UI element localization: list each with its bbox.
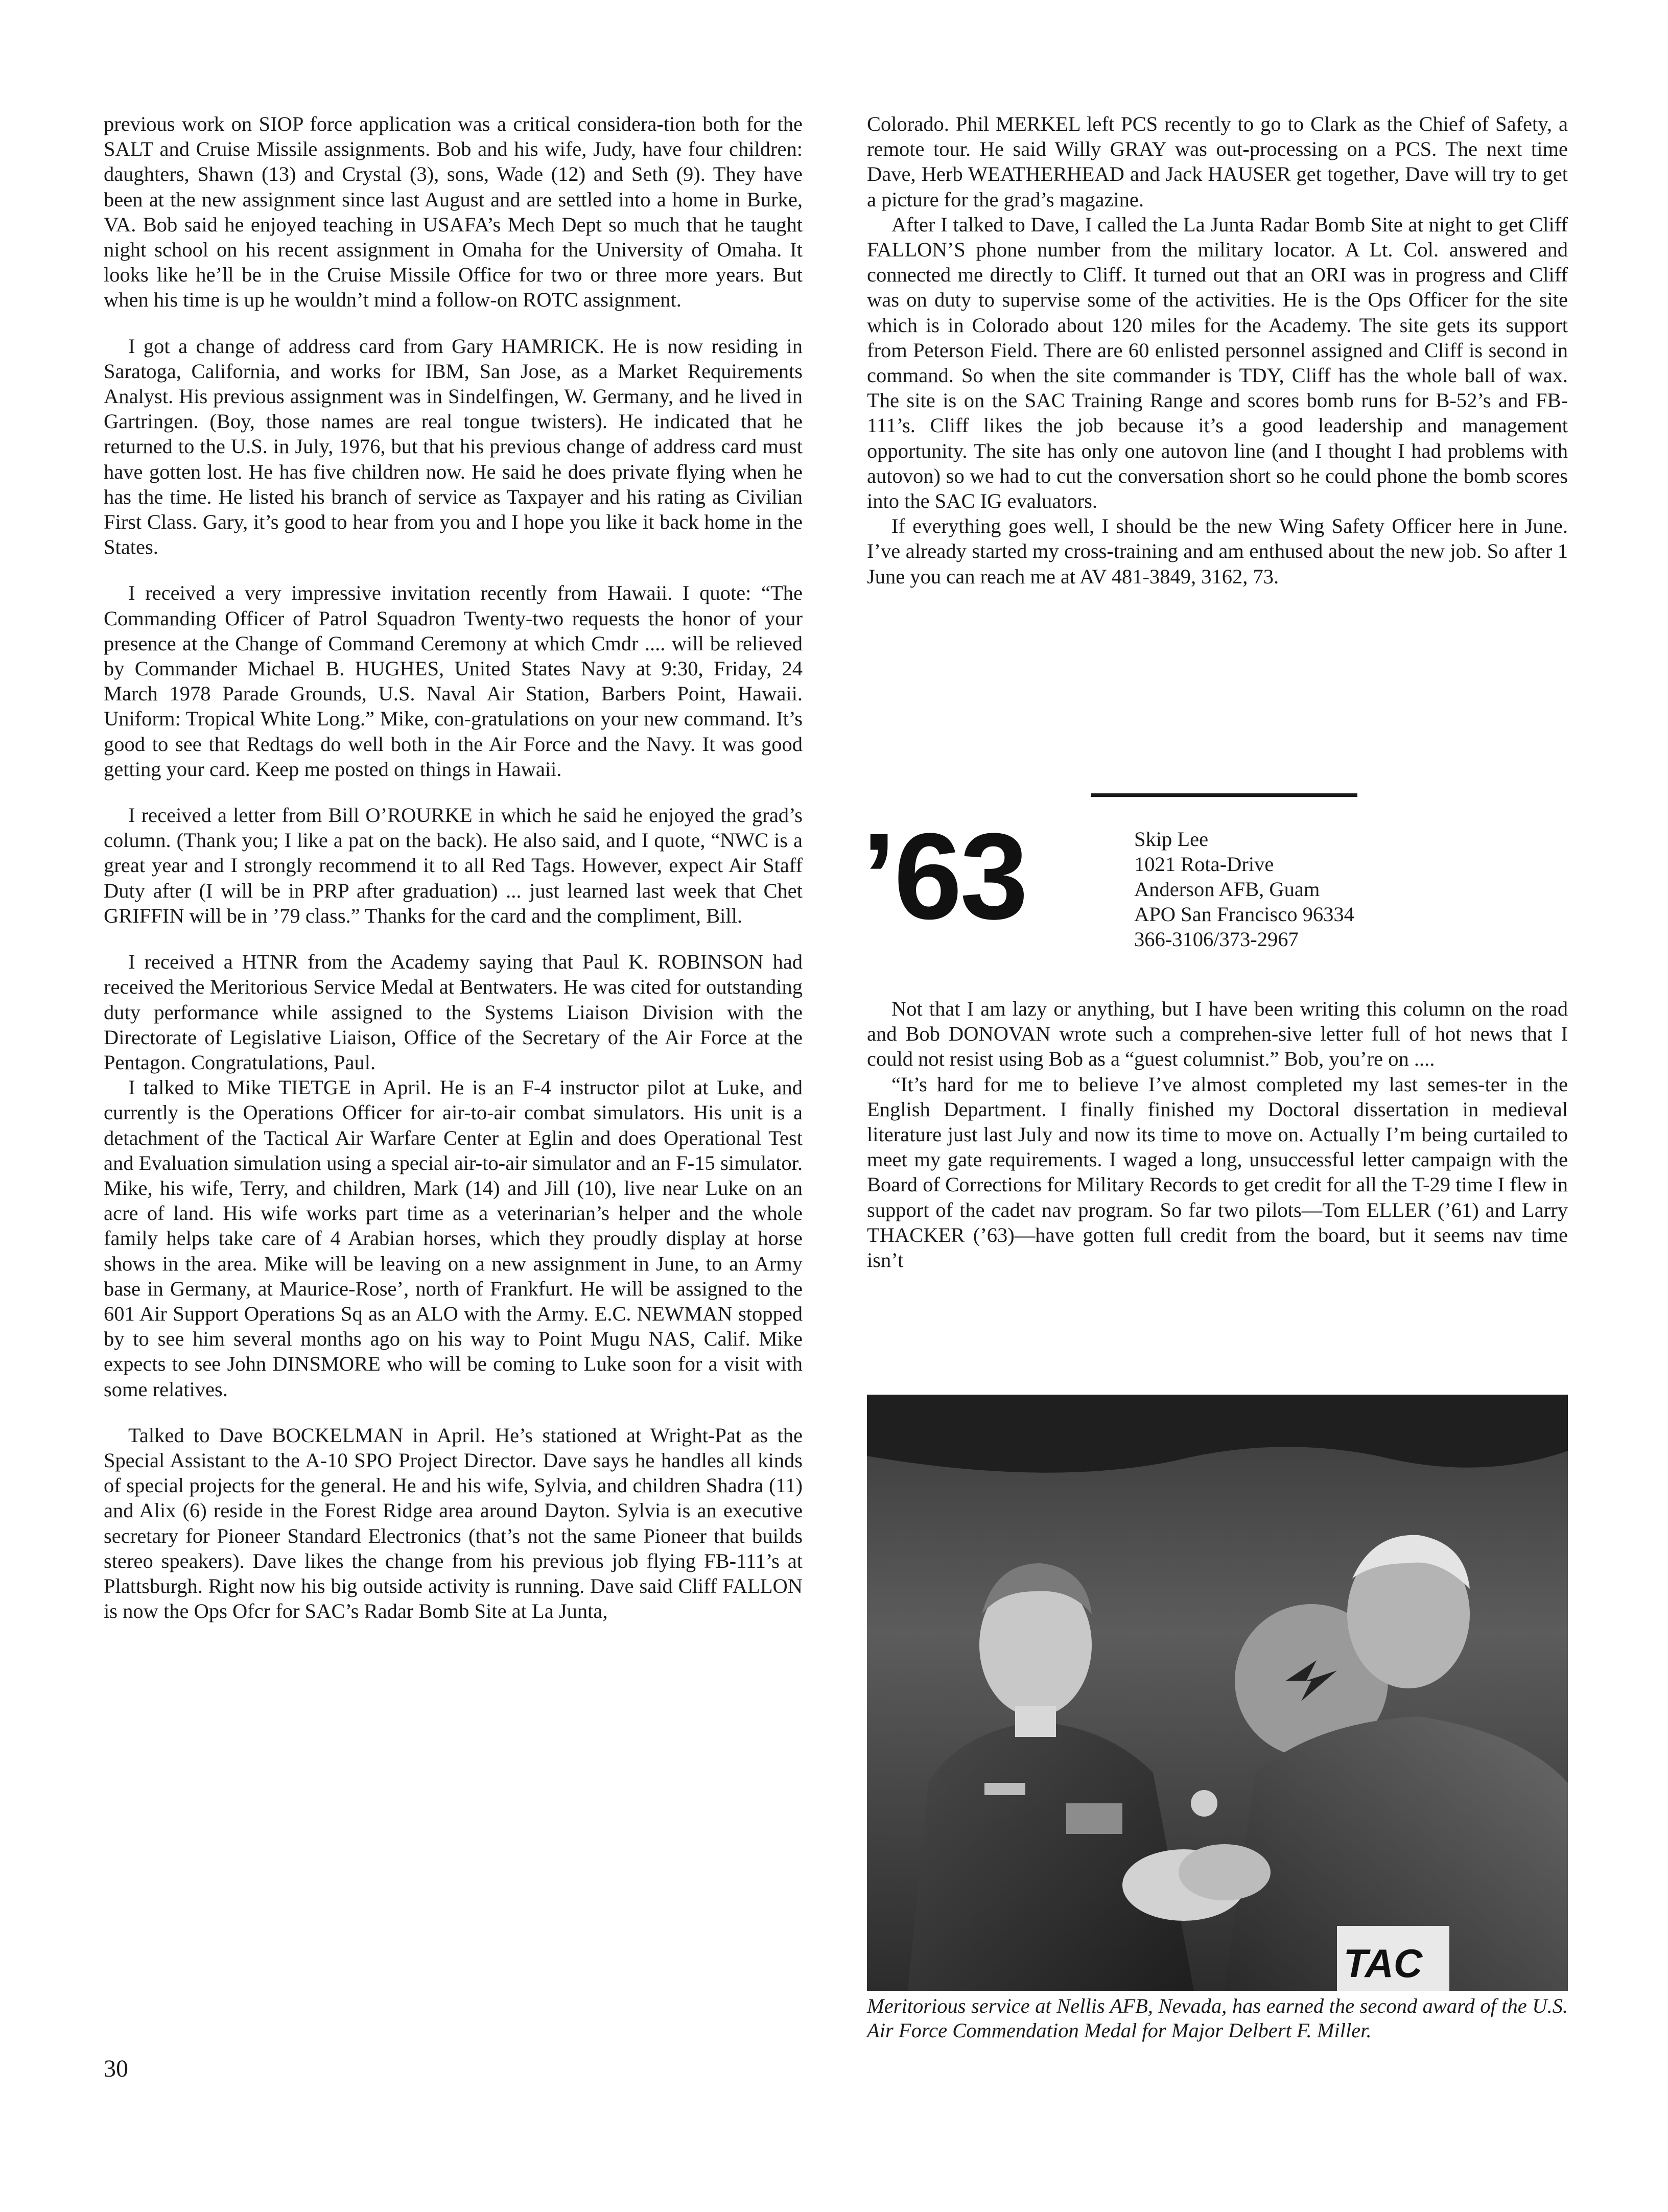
paragraph: I received a very impressive invitation recently from Hawaii. I quote: “The Commanding Officer of Patrol Squadron Twenty-two requests the honor of your presence at the Change of Command Ceremony at which Cmdr .... will be relieved by Commander Michael B. HUGHES, United States Navy at 9:30, Friday, 24 March 1978 Parade Grounds, U.S. Naval Air Station, Barbers Point, Hawaii. Uniform: Tropical White Long.” Mike, con-gratulations on your new command. It’s good to see that Redtags do well both in the Air Force and the Navy. It was good getting your card. Keep me posted on things in Hawaii. — [104, 581, 803, 781]
left-column — [104, 111, 803, 1623]
paragraph: If everything goes well, I should be the new Wing Safety Officer here in June. I’ve already started my cross-training and am enthused about the new job. So after 1 June you can reach me at AV 481-3849, 3162, 73. — [867, 514, 1568, 588]
paragraph: Not that I am lazy or anything, but I have been writing this column on the road and Bob DONOVAN wrote such a comprehen-sive letter full of hot news that I could not resist using Bob as a “guest columnist.” Bob, you’re on .... — [867, 997, 1568, 1071]
paragraph: I received a letter from Bill O’ROURKE in which he said he enjoyed the grad’s column. (Thank you; I like a pat on the back). He also said, and I quote, “NWC is a great year and I strongly recommend it to all Red Tags. However, expect Air Staff Duty after (I will be in PRP after graduation) ... just learned last week that Chet GRIFFIN will be in ’79 class.” Thanks for the card and the compliment, Bill. — [104, 804, 803, 927]
phone-numbers: 366-3106/373-2967 — [1134, 928, 1299, 951]
page-number: 30 — [104, 2055, 128, 2082]
address-line: 1021 Rota-Drive — [1134, 853, 1274, 876]
address-line: Anderson AFB, Guam — [1134, 878, 1320, 901]
paragraph: I got a change of address card from Gary HAMRICK. He is now residing in Saratoga, California, and works for IBM, San Jose, as a Market Requirements Analyst. His previous assignment was in Sindelfingen, W. Germany, and he lived in Gartringen. (Boy, those names are real tongue twisters). He indicated that he returned to the U.S. in July, 1976, but that his previous change of address card must have gotten lost. He has five children now. He said he does private flying when he has the time. He listed his branch of service as Taxpayer and his rating as Civilian First Class. Gary, it’s good to hear from you and I hope you like it back home in the States. — [104, 334, 803, 559]
paragraph: “It’s hard for me to believe I’ve almost completed my last semes-ter in the English Department. I finally finished my Doctoral dissertation in medieval literature just last July and now its time to move on. Actually I’m being curtailed to meet my gate requirements. I waged a long, unsuccessful letter campaign with the Board of Corrections for Military Records to get credit for all the T-29 time I flew in support of the cadet nav program. So far two pilots—Tom ELLER (’61) and Larry THACKER (’63)—have gotten full credit from the board, but it seems nav time isn’t — [867, 1072, 1568, 1272]
right-column-top — [867, 111, 1568, 589]
section-divider — [1091, 793, 1357, 797]
address-line: APO San Francisco 96334 — [1134, 903, 1354, 926]
paragraph: After I talked to Dave, I called the La Junta Radar Bomb Site at night to get Cliff FALLON’S phone number from the military locator. A Lt. Col. answered and connected me directly to Cliff. It turned out that an ORI was in progress and Cliff was on duty to supervise some of the activities. He is the Ops Officer for the site which is in Colorado about 120 miles for the Academy. The site gets its support from Peterson Field. There are 60 enlisted personnel assigned and Cliff is second in command. So when the site commander is TDY, Cliff has the whole ball of wax. The site is on the SAC Training Range and scores bomb runs for B-52’s and FB-111’s. Cliff likes the job because it’s a good leadership and management opportunity. The site has only one autovon line (and I thought I had problems with autovon) so we had to cut the conversation short so he could phone the bomb scores into the SAC IG evaluators. — [867, 213, 1568, 513]
tac-sign-text: TAC — [1343, 1941, 1423, 1986]
paragraph: previous work on SIOP force application was a critical considera-tion both for the SALT and Cruise Missile assignments. Bob and his wife, Judy, have four children: daughters, Shawn (13) and Crystal (3), sons, Wade (12) and Seth (9). They have been at the new assignment since last August and are settled into a home in Burke, VA. Bob said he enjoyed teaching in USAFA’s Mech Dept so much that he taught night school on his recent assignment in Omaha for the University of Omaha. It looks like he’ll be in the Cruise Missile Office for two or three more years. But when his time is up he wouldn’t mind a follow-on ROTC assignment. — [104, 112, 803, 312]
paragraph: Talked to Dave BOCKELMAN in April. He’s stationed at Wright-Pat as the Special Assistant to the A-10 SPO Project Director. Dave says he handles all kinds of special projects for the general. He and his wife, Sylvia, and children Shadra (11) and Alix (6) reside in the Forest Ridge area around Dayton. Sylvia is an executive secretary for Pioneer Standard Electronics (that’s not the same Pioneer that builds stereo speakers). Dave likes the change from his previous job flying FB-111’s at Plattsburgh. Right now his big outside activity is running. Dave said Cliff FALLON is now the Ops Ofcr for SAC’s Radar Bomb Site at La Junta, — [104, 1423, 803, 1623]
right-column-bottom — [867, 996, 1568, 1273]
photo-caption: Meritorious service at Nellis AFB, Nevada, has earned the second award of the U.S. Air Force Commendation Medal for Major Delbert F. Miller. — [867, 1994, 1568, 2042]
award-photo — [867, 1395, 1568, 1991]
paragraph: Colorado. Phil MERKEL left PCS recently to go to Clark as the Chief of Safety, a remote tour. He said Willy GRAY was out-processing on a PCS. The next time Dave, Herb WEATHERHEAD and Jack HAUSER get together, Dave will try to get a picture for the grad’s magazine. — [867, 112, 1568, 211]
class-year-heading: ’63 — [862, 808, 1026, 945]
class-correspondent-address — [1134, 827, 1354, 952]
paragraph: I received a HTNR from the Academy saying that Paul K. ROBINSON had received the Meritorious Service Medal at Bentwaters. He was cited for outstanding duty performance while assigned to the Systems Liaison Division with the Directorate of Legislative Liaison, Office of the Secretary of the Air Force at the Pentagon. Congratulations, Paul. — [104, 950, 803, 1074]
paragraph: I talked to Mike TIETGE in April. He is an F-4 instructor pilot at Luke, and currently is the Operations Officer for air-to-air combat simulators. His unit is a detachment of the Tactical Air Warfare Center at Eglin and does Operational Test and Evaluation simulation using a special air-to-air simulator and an F-15 simulator. Mike, his wife, Terry, and children, Mark (14) and Jill (10), live near Luke on an acre of land. His wife works part time as a veterinarian’s helper and the whole family helps take care of 4 Arabian horses, which they proudly display at horse shows in the area. Mike will be leaving on a new assignment in June, to an Army base in Germany, at Maurice-Rose’, north of Frankfurt. He will be assigned to the 601 Air Support Operations Sq as an ALO with the Army. E.C. NEWMAN stopped by to see him several months ago on his way to Point Mugu NAS, Calif. Mike expects to see John DINSMORE who will be coming to Luke soon for a visit with some relatives. — [104, 1076, 803, 1401]
correspondent-name: Skip Lee — [1134, 828, 1209, 851]
